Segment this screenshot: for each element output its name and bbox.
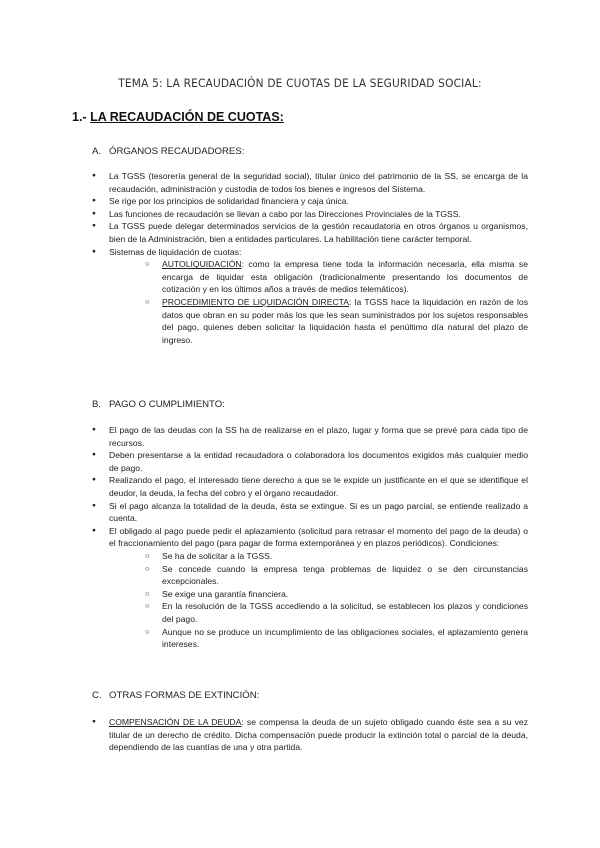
section-title-text: PAGO O CUMPLIMIENTO:	[109, 399, 225, 410]
section-c-title	[92, 690, 259, 701]
sub-list-item: ○ En la resolución de la TGSS accediendo a la solicitud, se establecen los plazos y condiciones del pago.	[145, 600, 528, 625]
list-item: ● La TGSS (tesorería general de la seguridad social), titular único del patrimonio de la SS, se encarga de la recaudación, administración y custodia de todos los bienes e ingresos del Sistema.	[92, 170, 528, 195]
section-b-title	[92, 399, 225, 410]
list-item-text: Sistemas de liquidación de cuotas:	[109, 246, 242, 257]
list-item: ● Deben presentarse a la entidad recaudadora o colaboradora los documentos exigidos más cualquier medio de pago.	[92, 449, 528, 474]
section-letter: B.	[92, 399, 102, 410]
sub-list	[109, 550, 528, 651]
section-letter: C.	[92, 690, 102, 701]
heading-text: LA RECAUDACIÓN DE CUOTAS:	[90, 110, 284, 124]
list-item: ● Realizando el pago, el interesado tiene derecho a que se le expide un justificante en el que se identifique el deudor, la deuda, la fecha del cobro y el órgano recaudador.	[92, 474, 528, 499]
list-item: ● La TGSS puede delegar determinados servicios de la gestión recaudatoria en otros órganos u organismos, bien de la Administración, bien a entidades particulares. La habilitación tiene carácter temporal.	[92, 220, 528, 245]
sub-list-item: ○ Se ha de solicitar a la TGSS.	[145, 550, 528, 563]
term-description: : como la empresa tiene toda la información necesaria, ella misma se encarga de liquidar esta obligación (tradicionalmente presentando los documentos de cotización y en los últimos años a través de medios telemáticos).	[162, 259, 528, 295]
sub-list-item: ○ Se exige una garantía financiera.	[145, 588, 528, 601]
sub-list	[109, 258, 528, 346]
term-description: : la TGSS hace la liquidación en razón de los datos que obran en su poder más los que les sean suministrados por los sujetos responsables del pago, quienes deben solicitar la liquidación hasta el penúltimo día natural del plazo de ingreso.	[162, 296, 528, 345]
term-autoliquidacion: AUTOLIQUIDACIÓN	[162, 259, 242, 270]
heading-number: 1.-	[72, 110, 87, 124]
section-a-title	[92, 146, 244, 157]
list-item	[92, 246, 528, 347]
section-title-text: ÓRGANOS RECAUDADORES:	[109, 146, 245, 157]
list-item-text: El obligado al pago puede pedir el aplazamiento (solicitud para retrasar el momento del pago de la deuda) o el fraccionamiento del pago (para pagar de forma extemporánea y en plazos periódicos). Condiciones:	[109, 525, 528, 549]
section-letter: A.	[92, 146, 102, 157]
section-title-text: OTRAS FORMAS DE EXTINCIÓN:	[109, 690, 260, 701]
list-item: ● El pago de las deudas con la SS ha de realizarse en el plazo, lugar y forma que se prevé para cada tipo de recursos.	[92, 424, 528, 449]
sub-list-item: ○ Se concede cuando la empresa tenga problemas de liquidez o se den circunstancias excepcionales.	[145, 563, 528, 588]
section-a-list	[92, 170, 528, 346]
section-b-list	[92, 424, 528, 651]
list-item	[92, 525, 528, 651]
document-title: TEMA 5: LA RECAUDACIÓN DE CUOTAS DE LA SEGURIDAD SOCIAL:	[118, 76, 482, 90]
list-item: ● Si el pago alcanza la totalidad de la deuda, ésta se extingue. Si es un pago parcial, se entiende realizado a cuenta.	[92, 500, 528, 525]
section-c-list	[92, 716, 528, 754]
list-item	[92, 716, 528, 754]
term-description: : se compensa la deuda de un sujeto obligado cuando éste sea a su vez titular de un derecho de crédito. Dicha compensación puede producir la extinción total o parcial de la deuda, dependiendo de las cuantías de una y otra partida.	[109, 717, 528, 753]
list-item: ● Las funciones de recaudación se llevan a cabo por las Direcciones Provinciales de la TGSS.	[92, 208, 528, 221]
section-heading	[72, 110, 284, 124]
term-liquidacion-directa: PROCEDIMIENTO DE LIQUIDACIÓN DIRECTA	[162, 296, 350, 307]
sub-list-item	[145, 258, 528, 296]
list-item: ● Se rige por los principios de solidaridad financiera y caja única.	[92, 195, 528, 208]
term-compensacion: COMPENSACIÓN DE LA DEUDA	[109, 717, 242, 727]
sub-list-item	[145, 296, 528, 346]
sub-list-item: ○ Aunque no se produce un incumplimiento de las obligaciones sociales, el aplazamiento genera intereses.	[145, 626, 528, 651]
